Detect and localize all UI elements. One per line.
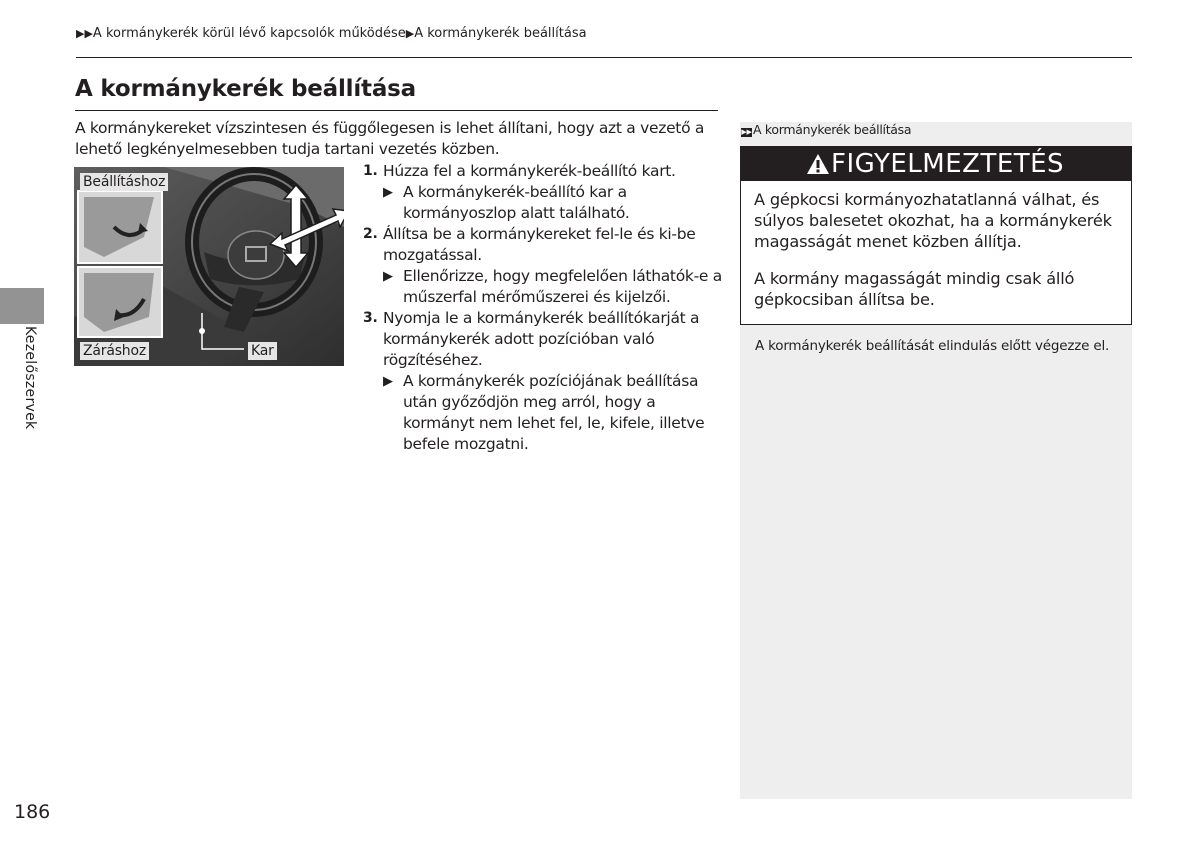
label-lever: Kar xyxy=(248,342,277,360)
step-notes xyxy=(363,266,723,308)
double-arrow-icon: ▶▶ xyxy=(76,27,93,40)
sidebar-heading-text: A kormánykerék beállítása xyxy=(753,122,912,137)
steering-wheel-drawing xyxy=(74,167,344,366)
warning-paragraph-2: A kormány magasságát mindig csak álló gépkocsiban állítsa be. xyxy=(754,269,1075,309)
steering-wheel-illustration xyxy=(74,167,344,366)
sidebar-heading xyxy=(741,122,911,137)
label-lock: Záráshoz xyxy=(80,342,149,360)
breadcrumb-current: A kormánykerék beállítása xyxy=(414,26,587,41)
title-rule xyxy=(75,110,718,111)
triangle-icon: ▶ xyxy=(383,269,393,284)
intro-text: A kormánykereket vízszintesen és függőlegesen is lehet állítani, hogy azt a vezető a lehető legkényelmesebben tudja tartani vezetés közben. xyxy=(75,119,705,158)
chapter-label: Kezelőszervek xyxy=(22,326,38,430)
header-rule xyxy=(76,57,1132,58)
step-note-text: Ellenőrizze, hogy megfelelően láthatók-e a műszerfal mérőműszerei és kijelzői. xyxy=(403,267,722,306)
page-number: 186 xyxy=(14,801,51,823)
step-text: Nyomja le a kormánykerék beállítókarját a kormánykerék adott pozícióban való rögzítéséhez. xyxy=(383,309,700,369)
page-title: A kormánykerék beállítása xyxy=(75,76,416,102)
breadcrumb-section[interactable]: A kormánykerék körül lévő kapcsolók működése xyxy=(92,26,406,41)
step-number: 3. xyxy=(363,310,378,326)
step-note-text: A kormánykerék pozíciójának beállítása után győződjön meg arról, hogy a kormányt nem lehet fel, le, kifele, illetve befele mozgatni. xyxy=(403,372,705,453)
sidebar-note: A kormánykerék beállítását elindulás előtt végezze el. xyxy=(755,338,1110,354)
step-text: Állítsa be a kormánykereket fel-le és ki-be mozgatással. xyxy=(383,225,696,264)
step-number: 2. xyxy=(363,226,378,242)
step-number: 1. xyxy=(363,163,378,179)
steps-list xyxy=(363,161,723,455)
warning-triangle-icon xyxy=(806,153,830,175)
step-note xyxy=(383,371,723,455)
triangle-icon: ▶ xyxy=(383,185,393,200)
step-item xyxy=(363,308,723,371)
warning-paragraph-1: A gépkocsi kormányozhatatlanná válhat, és súlyos balesetet okozhat, ha a kormánykerék magasságát menet közben állítja. xyxy=(754,190,1112,251)
step-item xyxy=(363,224,723,266)
step-text: Húzza fel a kormánykerék-beállító kart. xyxy=(383,162,676,180)
step-note-text: A kormánykerék-beállító kar a kormányoszlop alatt található. xyxy=(403,183,630,222)
breadcrumb xyxy=(76,26,587,41)
reference-icon: ▶▶ xyxy=(741,128,752,136)
step-notes xyxy=(363,371,723,455)
warning-title: FIGYELMEZTETÉS xyxy=(831,149,1065,179)
step-note xyxy=(383,266,723,308)
chapter-tab xyxy=(0,288,44,324)
arrow-icon: ▶ xyxy=(405,27,415,40)
triangle-icon: ▶ xyxy=(383,374,393,389)
label-adjust: Beállításhoz xyxy=(80,173,168,191)
step-note xyxy=(383,182,723,224)
step-item xyxy=(363,161,723,182)
step-notes xyxy=(363,182,723,224)
warning-header xyxy=(741,147,1131,181)
